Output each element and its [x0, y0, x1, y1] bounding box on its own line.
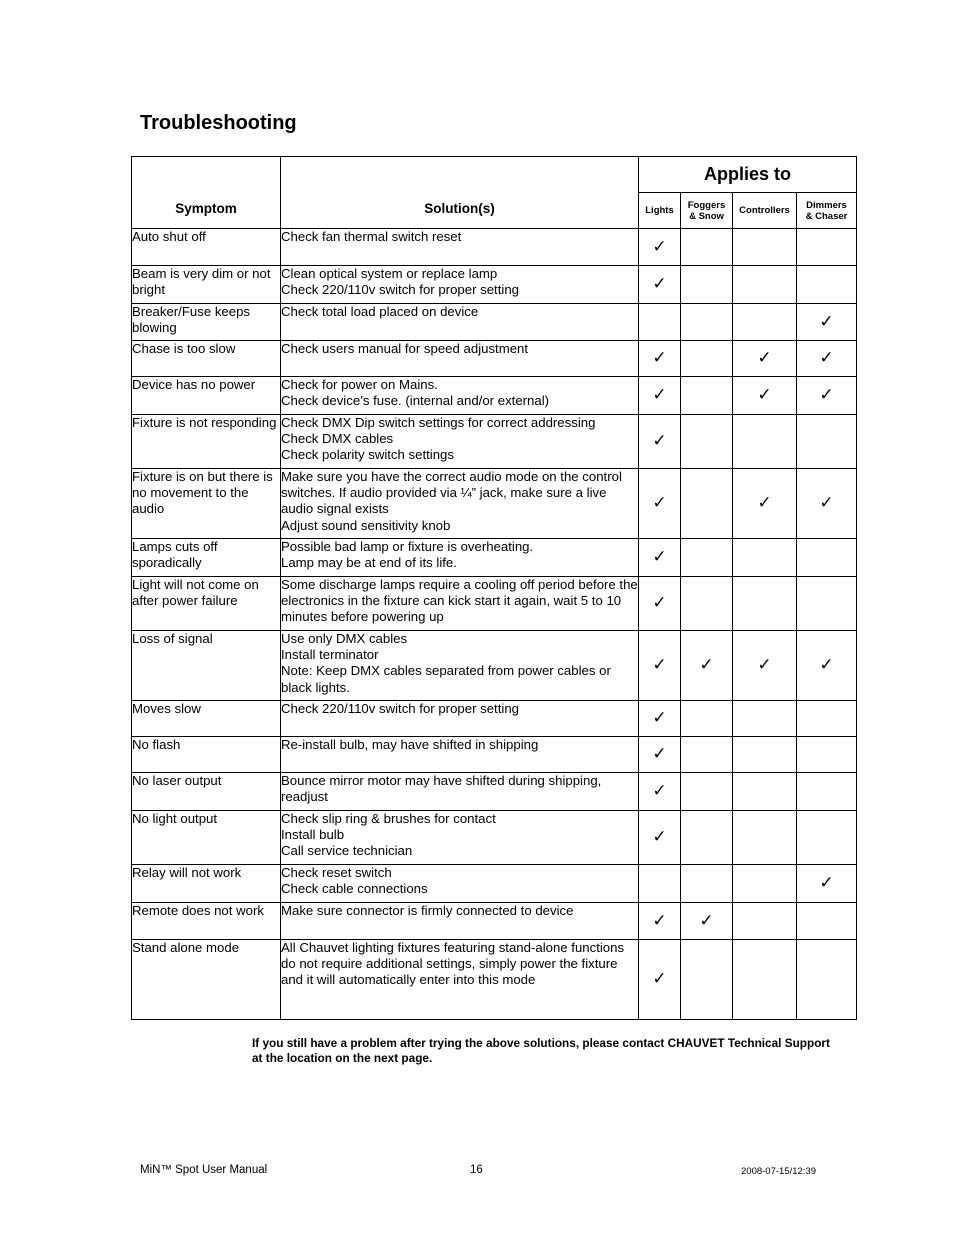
checkmark-icon: ✓	[652, 910, 667, 930]
table-row	[132, 341, 857, 377]
applies-cell-foggers-snow	[681, 539, 733, 577]
symptom-cell: No flash	[132, 737, 281, 773]
checkmark-icon: ✓	[819, 655, 834, 675]
table-row	[132, 737, 857, 773]
applies-cell-controllers	[733, 701, 797, 737]
applies-cell-lights	[639, 266, 681, 304]
checkmark-icon: ✓	[652, 547, 667, 567]
applies-cell-foggers-snow	[681, 415, 733, 469]
applies-cell-dimmers-chaser	[797, 377, 857, 415]
applies-cell-controllers	[733, 469, 797, 539]
applies-cell-lights	[639, 577, 681, 631]
applies-cell-lights	[639, 773, 681, 811]
applies-cell-foggers-snow	[681, 903, 733, 940]
applies-cell-foggers-snow	[681, 940, 733, 1020]
solution-cell: Check DMX Dip switch settings for correct addressing Check DMX cables Check polarity switch settings	[281, 415, 639, 469]
applies-cell-foggers-snow	[681, 577, 733, 631]
symptom-cell: Chase is too slow	[132, 341, 281, 377]
applies-cell-lights	[639, 341, 681, 377]
applies-cell-dimmers-chaser	[797, 341, 857, 377]
table-row	[132, 701, 857, 737]
applies-cell-controllers	[733, 266, 797, 304]
checkmark-icon: ✓	[652, 274, 667, 294]
applies-cell-lights	[639, 415, 681, 469]
applies-cell-dimmers-chaser	[797, 631, 857, 701]
solution-cell: Use only DMX cables Install terminator Note: Keep DMX cables separated from power cables or black lights.	[281, 631, 639, 701]
applies-cell-controllers	[733, 631, 797, 701]
category-header-controllers: Controllers	[733, 193, 797, 229]
footer-manual-title: MiN™ Spot User Manual	[140, 1164, 268, 1176]
applies-cell-dimmers-chaser	[797, 903, 857, 940]
table-row	[132, 469, 857, 539]
table-row	[132, 577, 857, 631]
applies-cell-lights	[639, 865, 681, 903]
applies-cell-controllers	[733, 377, 797, 415]
symptom-cell: Loss of signal	[132, 631, 281, 701]
applies-cell-lights	[639, 811, 681, 865]
table-row	[132, 773, 857, 811]
solution-cell: Bounce mirror motor may have shifted during shipping, readjust	[281, 773, 639, 811]
applies-cell-controllers	[733, 577, 797, 631]
applies-cell-dimmers-chaser	[797, 865, 857, 903]
solution-cell: Check slip ring & brushes for contact Install bulb Call service technician	[281, 811, 639, 865]
contact-support-note: If you still have a problem after trying the above solutions, please contact CHAUVET Technical Support at the location on the next page.	[252, 1036, 830, 1065]
footer-timestamp: 2008-07-15/12:39	[741, 1166, 817, 1177]
table-row	[132, 539, 857, 577]
table-row	[132, 903, 857, 940]
solution-cell: Check users manual for speed adjustment	[281, 341, 639, 377]
checkmark-icon: ✓	[652, 236, 667, 256]
applies-cell-lights	[639, 539, 681, 577]
applies-cell-dimmers-chaser	[797, 415, 857, 469]
checkmark-icon: ✓	[757, 348, 772, 368]
applies-cell-foggers-snow	[681, 701, 733, 737]
applies-cell-dimmers-chaser	[797, 737, 857, 773]
checkmark-icon: ✓	[699, 655, 714, 675]
applies-cell-lights	[639, 304, 681, 341]
applies-to-header: Applies to	[639, 157, 857, 193]
symptom-cell: Device has no power	[132, 377, 281, 415]
checkmark-icon: ✓	[652, 744, 667, 764]
checkmark-icon: ✓	[652, 348, 667, 368]
symptom-cell: Fixture is not responding	[132, 415, 281, 469]
applies-cell-foggers-snow	[681, 304, 733, 341]
applies-cell-dimmers-chaser	[797, 229, 857, 266]
symptom-cell: Moves slow	[132, 701, 281, 737]
applies-cell-foggers-snow	[681, 811, 733, 865]
applies-cell-foggers-snow	[681, 737, 733, 773]
symptom-cell: Lamps cuts off sporadically	[132, 539, 281, 577]
applies-cell-controllers	[733, 229, 797, 266]
solution-cell: Make sure connector is firmly connected to device	[281, 903, 639, 940]
applies-cell-lights	[639, 701, 681, 737]
applies-cell-controllers	[733, 341, 797, 377]
troubleshooting-table	[131, 156, 857, 1020]
solution-cell: Check 220/110v switch for proper setting	[281, 701, 639, 737]
applies-cell-lights	[639, 229, 681, 266]
table-row	[132, 811, 857, 865]
applies-cell-controllers	[733, 865, 797, 903]
symptom-header: Symptom	[132, 157, 281, 229]
applies-cell-controllers	[733, 737, 797, 773]
checkmark-icon: ✓	[757, 493, 772, 513]
checkmark-icon: ✓	[652, 385, 667, 405]
table-row	[132, 415, 857, 469]
applies-cell-controllers	[733, 539, 797, 577]
applies-cell-lights	[639, 631, 681, 701]
applies-cell-lights	[639, 737, 681, 773]
checkmark-icon: ✓	[819, 873, 834, 893]
applies-cell-controllers	[733, 304, 797, 341]
page-title: Troubleshooting	[140, 112, 297, 134]
symptom-cell: Remote does not work	[132, 903, 281, 940]
symptom-cell: Beam is very dim or not bright	[132, 266, 281, 304]
applies-cell-dimmers-chaser	[797, 469, 857, 539]
table-row	[132, 940, 857, 1020]
checkmark-icon: ✓	[652, 969, 667, 989]
applies-cell-foggers-snow	[681, 341, 733, 377]
applies-cell-foggers-snow	[681, 469, 733, 539]
applies-cell-dimmers-chaser	[797, 701, 857, 737]
applies-cell-dimmers-chaser	[797, 577, 857, 631]
checkmark-icon: ✓	[757, 385, 772, 405]
applies-cell-foggers-snow	[681, 266, 733, 304]
category-header-dimmers-chaser: Dimmers & Chaser	[797, 193, 857, 229]
applies-cell-controllers	[733, 903, 797, 940]
solution-cell: Check total load placed on device	[281, 304, 639, 341]
solution-cell: Clean optical system or replace lamp Check 220/110v switch for proper setting	[281, 266, 639, 304]
checkmark-icon: ✓	[699, 910, 714, 930]
solution-cell: Check fan thermal switch reset	[281, 229, 639, 266]
checkmark-icon: ✓	[652, 781, 667, 801]
checkmark-icon: ✓	[819, 385, 834, 405]
checkmark-icon: ✓	[757, 655, 772, 675]
symptom-cell: No light output	[132, 811, 281, 865]
applies-cell-controllers	[733, 773, 797, 811]
solution-cell: Check reset switch Check cable connections	[281, 865, 639, 903]
applies-cell-foggers-snow	[681, 229, 733, 266]
checkmark-icon: ✓	[652, 593, 667, 613]
applies-cell-controllers	[733, 811, 797, 865]
symptom-cell: Fixture is on but there is no movement to the audio	[132, 469, 281, 539]
solution-cell: Some discharge lamps require a cooling off period before the electronics in the fixture can kick start it again, wait 5 to 10 minutes before powering up	[281, 577, 639, 631]
solution-cell: Make sure you have the correct audio mode on the control switches. If audio provided via ¼” jack, make sure a live audio signal exists Adjust sound sensitivity knob	[281, 469, 639, 539]
table-row	[132, 631, 857, 701]
solution-header: Solution(s)	[281, 157, 639, 229]
solution-cell: All Chauvet lighting fixtures featuring stand-alone functions do not require additional settings, simply power the fixture and it will automatically enter into this mode	[281, 940, 639, 1020]
symptom-cell: Breaker/Fuse keeps blowing	[132, 304, 281, 341]
applies-cell-dimmers-chaser	[797, 811, 857, 865]
applies-cell-lights	[639, 377, 681, 415]
table-row	[132, 377, 857, 415]
applies-cell-dimmers-chaser	[797, 773, 857, 811]
applies-cell-controllers	[733, 940, 797, 1020]
checkmark-icon: ✓	[819, 493, 834, 513]
applies-cell-dimmers-chaser	[797, 539, 857, 577]
symptom-cell: Auto shut off	[132, 229, 281, 266]
applies-cell-lights	[639, 940, 681, 1020]
applies-cell-dimmers-chaser	[797, 266, 857, 304]
applies-cell-foggers-snow	[681, 377, 733, 415]
checkmark-icon: ✓	[819, 311, 834, 331]
solution-cell: Check for power on Mains. Check device’s fuse. (internal and/or external)	[281, 377, 639, 415]
applies-cell-dimmers-chaser	[797, 940, 857, 1020]
footer-page-number: 16	[470, 1164, 483, 1176]
solution-cell: Possible bad lamp or fixture is overheating. Lamp may be at end of its life.	[281, 539, 639, 577]
applies-cell-foggers-snow	[681, 631, 733, 701]
symptom-cell: Relay will not work	[132, 865, 281, 903]
category-header-foggers-snow: Foggers & Snow	[681, 193, 733, 229]
symptom-cell: Stand alone mode	[132, 940, 281, 1020]
table-row	[132, 229, 857, 266]
checkmark-icon: ✓	[652, 708, 667, 728]
checkmark-icon: ✓	[819, 348, 834, 368]
applies-cell-controllers	[733, 415, 797, 469]
checkmark-icon: ✓	[652, 493, 667, 513]
category-header-lights: Lights	[639, 193, 681, 229]
table-row	[132, 266, 857, 304]
symptom-cell: No laser output	[132, 773, 281, 811]
applies-cell-foggers-snow	[681, 865, 733, 903]
table-row	[132, 304, 857, 341]
checkmark-icon: ✓	[652, 655, 667, 675]
applies-cell-lights	[639, 469, 681, 539]
table-row	[132, 865, 857, 903]
applies-cell-foggers-snow	[681, 773, 733, 811]
solution-cell: Re-install bulb, may have shifted in shipping	[281, 737, 639, 773]
applies-cell-lights	[639, 903, 681, 940]
applies-cell-dimmers-chaser	[797, 304, 857, 341]
checkmark-icon: ✓	[652, 431, 667, 451]
symptom-cell: Light will not come on after power failure	[132, 577, 281, 631]
checkmark-icon: ✓	[652, 827, 667, 847]
